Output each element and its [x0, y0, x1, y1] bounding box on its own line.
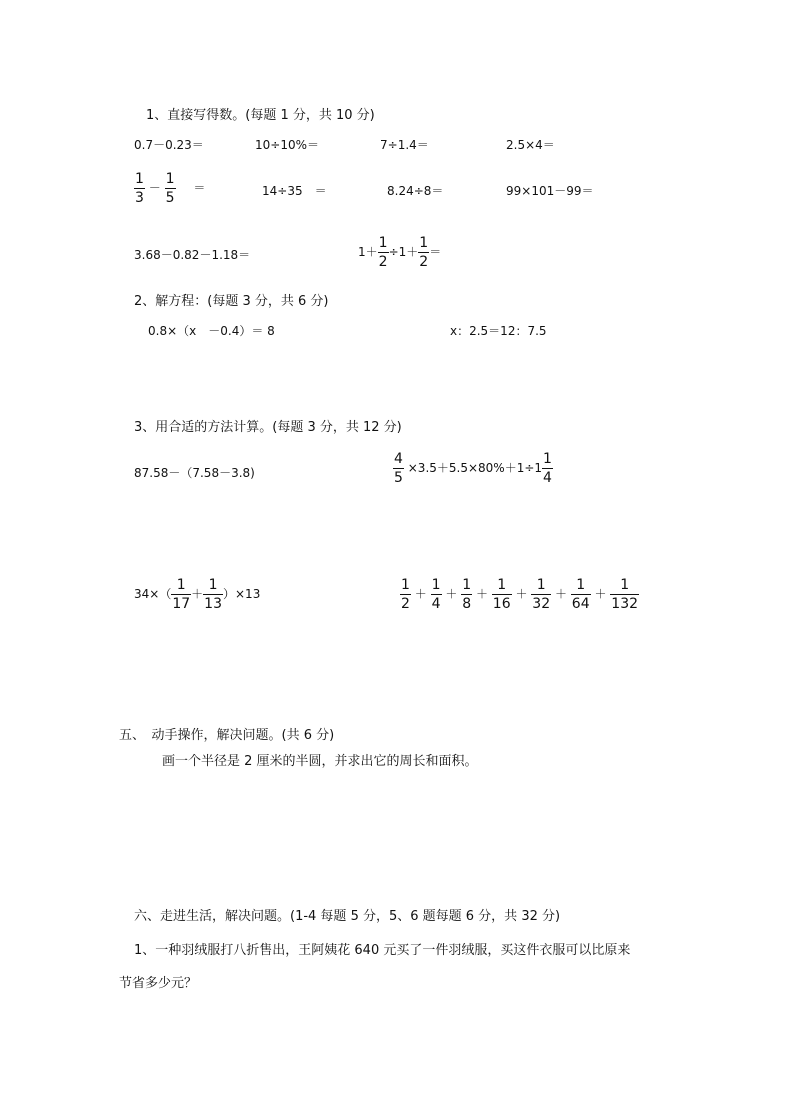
section6-title: 六、走进生活，解决问题。(1-4 每题 5 分，5、6 题每题 6 分，共 32 分)	[134, 909, 561, 924]
fraction: $\frac{1}{2}$	[378, 235, 388, 270]
calc-problem-2: $\frac{4}{5}$ ×3.5＋5.5×80%＋1÷1 $\frac{1}{4}$	[394, 451, 552, 486]
equation-2: x：2.5＝12：7.5	[450, 324, 547, 338]
section3-title: 3、用合适的方法计算。(每题 3 分，共 12 分)	[134, 420, 402, 435]
oral-item-4: 2.5×4＝	[506, 138, 555, 152]
oral-item-7: 8.24÷8＝	[387, 184, 444, 198]
oral-item-1: 0.7－0.23＝	[134, 138, 204, 152]
fraction: $\frac{1}{64}$	[571, 577, 590, 612]
calc-problem-4: $\frac{1}{2}$ ＋ $\frac{1}{4}$ ＋ $\frac{1}{8}$ ＋ $\frac{1}{16}$ ＋ $\frac{1}{32}$ ＋ $\frac{1}{64}$ ＋ $\frac{1}{132}$	[401, 577, 639, 612]
fraction: $\frac{1}{4}$	[543, 451, 552, 486]
fraction: $\frac{1}{2}$	[419, 235, 429, 270]
equation-1: 0.8×（x －0.4）＝ 8	[148, 324, 275, 338]
oral-item-6: 14÷35 ＝	[262, 184, 327, 198]
fraction: $\frac{1}{13}$	[204, 577, 222, 612]
section5-title: 五、 动手操作，解决问题。(共 6 分)	[119, 728, 335, 743]
oral-item-3: 7÷1.4＝	[380, 138, 429, 152]
section2-title: 2、解方程：(每题 3 分，共 6 分)	[134, 294, 329, 309]
oral-item-10: 1＋ $\frac{1}{2}$ ÷1＋ $\frac{1}{2}$ ＝	[358, 235, 442, 270]
oral-item-9: 3.68－0.82－1.18＝	[134, 248, 251, 262]
calc-problem-1: 87.58－（7.58－3.8)	[134, 466, 255, 480]
fraction: $\frac{1}{132}$	[611, 577, 639, 612]
fraction: $\frac{1}{17}$	[172, 577, 191, 612]
section1-title: 1、直接写得数。(每题 1 分，共 10 分)	[146, 108, 375, 123]
word-problem-1-line2: 节省多少元？	[119, 976, 198, 991]
section5-question: 画一个半径是 2 厘米的半圆，并求出它的周长和面积。	[162, 754, 478, 769]
calc-problem-3: 34×（ $\frac{1}{17}$ ＋ $\frac{1}{13}$ ）×13	[134, 577, 261, 612]
fraction: $\frac{1}{32}$	[532, 577, 551, 612]
fraction: $\frac{1}{3}$	[135, 171, 144, 206]
word-problem-1-line1: 1、一种羽绒服打八折售出，王阿姨花 640 元买了一件羽绒服，买这件衣服可以比原来	[134, 943, 631, 958]
oral-item-8: 99×101－99＝	[506, 184, 594, 198]
fraction: $\frac{1}{8}$	[462, 577, 472, 612]
oral-item-5: $\frac{1}{3}$ － $\frac{1}{5}$ ＝	[135, 171, 206, 206]
fraction: $\frac{4}{5}$	[394, 451, 403, 486]
fraction: $\frac{1}{4}$	[431, 577, 441, 612]
fraction: $\frac{1}{5}$	[165, 171, 175, 206]
fraction: $\frac{1}{16}$	[492, 577, 511, 612]
oral-item-2: 10÷10%＝	[255, 138, 319, 152]
fraction: $\frac{1}{2}$	[401, 577, 410, 612]
